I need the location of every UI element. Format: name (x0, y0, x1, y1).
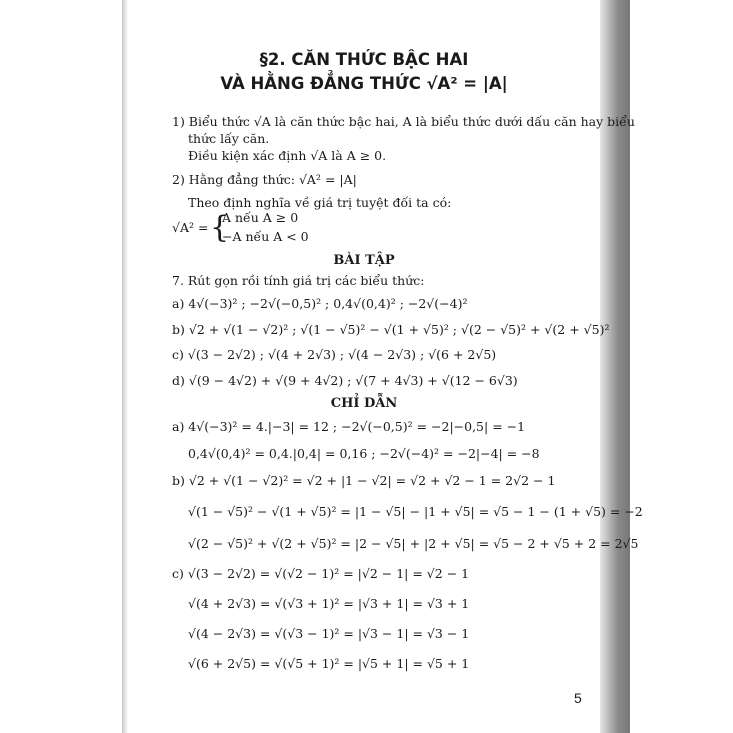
exercise-7b: b) √2 + √(1 − √2)² ; √(1 − √5)² − √(1 + √5)² ; √(2 − √5)² + √(2 + √5)² (172, 322, 610, 337)
exercise-7d: d) √(9 − 4√2) + √(9 + 4√2) ; √(7 + 4√3) + √(12 − 6√3) (172, 373, 518, 388)
book-page (128, 0, 643, 733)
identity-line: 2) Hằng đẳng thức: √A² = |A| (172, 172, 357, 187)
hint-a-line-2: 0,4√(0,4)² = 0,4.|0,4| = 0,16 ; −2√(−4)² = −2|−4| = −8 (188, 446, 540, 461)
case-positive: A nếu A ≥ 0 (222, 210, 299, 225)
absolute-value-intro: Theo định nghĩa về giá trị tuyệt đối ta có: (188, 195, 452, 210)
case-brace: { (210, 210, 230, 245)
exercise-7-prompt: 7. Rút gọn rồi tính giá trị các biểu thức: (172, 273, 425, 288)
hint-c-line-4: √(6 + 2√5) = √(√5 + 1)² = |√5 + 1| = √5 + 1 (188, 656, 470, 671)
page-shadow-right (600, 0, 630, 733)
exercise-7c: c) √(3 − 2√2) ; √(4 + 2√3) ; √(4 − 2√3) ; √(6 + 2√5) (172, 347, 497, 362)
hints-heading: CHỈ DẪN (330, 396, 398, 411)
hint-c-line-3: √(4 − 2√3) = √(√3 − 1)² = |√3 − 1| = √3 − 1 (188, 626, 470, 641)
hint-a-line-1: a) 4√(−3)² = 4.|−3| = 12 ; −2√(−0,5)² = −2|−0,5| = −1 (172, 419, 526, 434)
hint-b-line-3: √(2 − √5)² + √(2 + √5)² = |2 − √5| + |2 + √5| = √5 − 2 + √5 + 2 = 2√5 (188, 536, 639, 551)
hint-b-line-2: √(1 − √5)² − √(1 + √5)² = |1 − √5| − |1 + √5| = √5 − 1 − (1 + √5) = −2 (188, 504, 643, 519)
case-negative: −A nếu A < 0 (222, 229, 309, 244)
section-title: §2. CĂN THỨC BẬC HAI (259, 50, 469, 69)
hint-c-line-2: √(4 + 2√3) = √(√3 + 1)² = |√3 + 1| = √3 + 1 (188, 596, 470, 611)
page-number: 5 (574, 690, 582, 706)
exercises-heading: BÀI TẬP (333, 253, 395, 268)
hint-b-line-1: b) √2 + √(1 − √2)² = √2 + |1 − √2| = √2 + √2 − 1 = 2√2 − 1 (172, 473, 556, 488)
hint-c-line-1: c) √(3 − 2√2) = √(√2 − 1)² = |√2 − 1| = √2 − 1 (172, 566, 470, 581)
condition-line: Điều kiện xác định √A là A ≥ 0. (188, 148, 387, 163)
section-subtitle: VÀ HẰNG ĐẲNG THỨC √A² = |A| (220, 74, 508, 93)
exercise-7a: a) 4√(−3)² ; −2√(−0,5)² ; 0,4√(0,4)² ; −2√(−4)² (172, 296, 468, 311)
definition-line-2: thức lấy căn. (188, 131, 270, 146)
case-lhs: √A² = (172, 220, 209, 235)
definition-line-1: 1) Biểu thức √A là căn thức bậc hai, A là biểu thức dưới dấu căn hay biểu (172, 114, 635, 129)
